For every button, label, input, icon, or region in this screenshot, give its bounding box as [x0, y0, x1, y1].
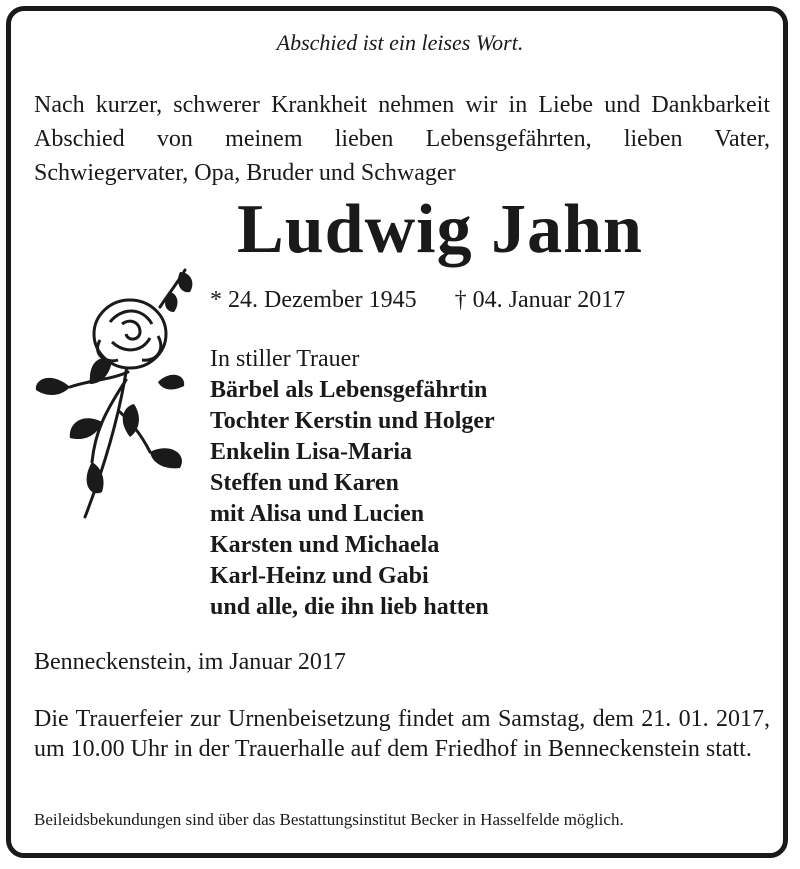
mourning-lead: In stiller Trauer — [210, 346, 360, 372]
mourner: Bärbel als Lebensgefährtin — [210, 377, 488, 403]
mourner: Enkelin Lisa-Maria — [210, 439, 413, 465]
life-dates — [210, 284, 625, 316]
mourners-block — [210, 344, 495, 623]
motto: Abschied ist ein leises Wort. — [276, 30, 524, 55]
service-info: Die Trauerfeier zur Urnenbeisetzung findet am Samstag, dem 21. 01. 2017, um 10.00 Uhr in der Trauerhalle auf dem Friedhof in Benneckenstein statt. — [34, 706, 770, 762]
mourner: Steffen und Karen — [210, 470, 399, 496]
mourner: Tochter Kerstin und Holger — [210, 408, 495, 434]
birth-date: * 24. Dezember 1945 — [210, 287, 417, 313]
mourner: Karl-Heinz und Gabi — [210, 563, 429, 589]
deceased-name: Ludwig Jahn — [237, 191, 643, 268]
condolence-note: Beileidsbekundungen sind über das Bestattungsinstitut Becker in Hasselfelde möglich. — [34, 810, 624, 829]
mourner: Karsten und Michaela — [210, 532, 440, 558]
death-date: † 04. Januar 2017 — [454, 287, 626, 313]
mourner: mit Alisa und Lucien — [210, 501, 425, 527]
mourner: und alle, die ihn lieb hatten — [210, 594, 489, 620]
intro-text: Nach kurzer, schwerer Krankheit nehmen wir in Liebe und Dankbarkeit Abschied von meinem lieben Lebensgefährten, lieben Vater, Schwiegervater, Opa, Bruder und Schwager — [34, 92, 770, 186]
place-date: Benneckenstein, im Januar 2017 — [34, 649, 346, 675]
rose-icon — [30, 262, 205, 522]
mourners-list — [210, 375, 495, 623]
